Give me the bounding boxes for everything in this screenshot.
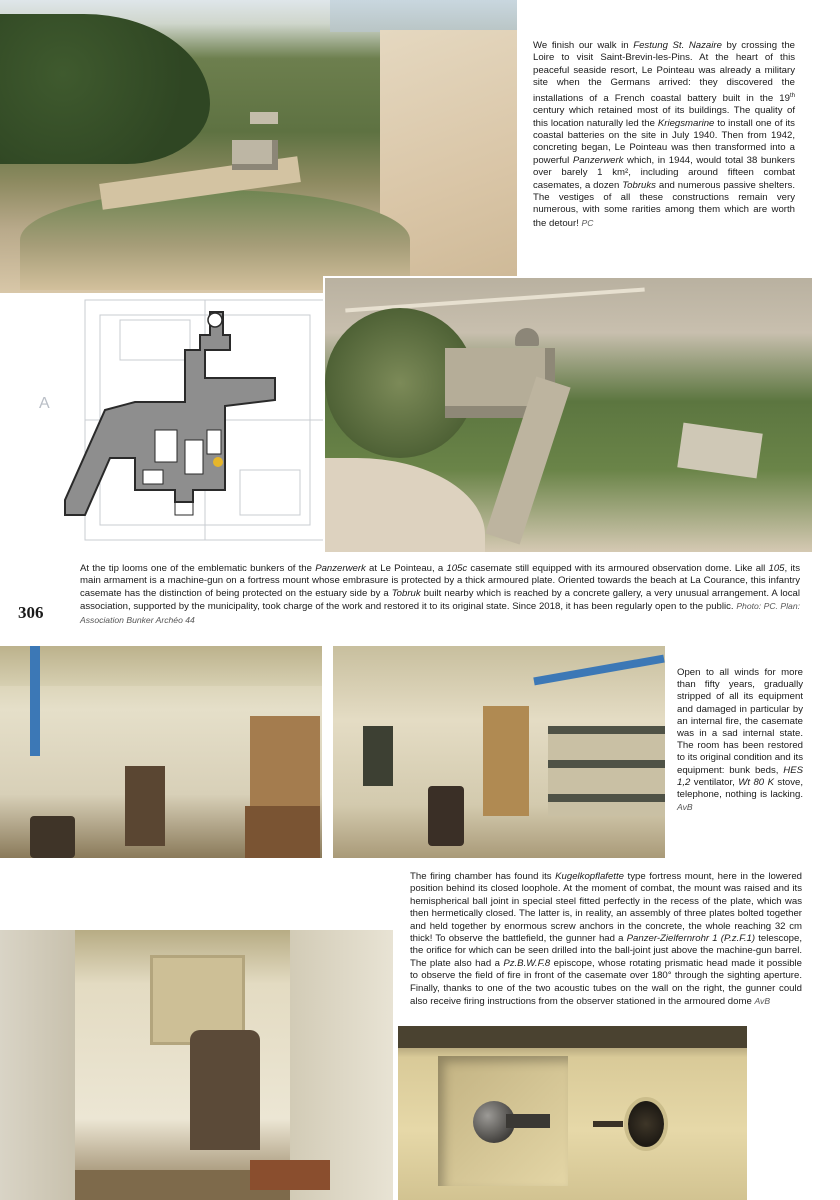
caption-text-part: episcope, whose rotating prismatic head made it possible to observe the field of fire in front of the casemate over 180° through the sighting aperture. Finally, thanks to one of the two acoustic tubes on the wall on the right, the gunner could also receive firing instructions from the observer stationed in the armoured dome: [410, 957, 802, 1008]
sighting-aperture: [628, 1101, 664, 1147]
pine-forest: [0, 14, 210, 164]
stove-marker: [213, 457, 223, 467]
caption-casemate: [80, 563, 800, 627]
caption-text-emphasis: HES 1,2: [677, 764, 803, 788]
intro-text-part: which, in 1944, would total 38 bunkers over barely 1 km², including around fifteen combat casemates, a dozen: [533, 154, 795, 191]
caption-text-emphasis: 105c: [446, 563, 468, 574]
ceiling: [0, 646, 322, 686]
intro-text-superscript: th: [789, 92, 795, 99]
wooden-door: [483, 706, 529, 816]
intro-text-emphasis: Panzerwerk: [572, 154, 624, 166]
ammunition-crate: [250, 1160, 330, 1190]
intro-text-part: and numerous passive shelters. The vestiges of all these constructions remain very numerous, with some rarities among them which are worth the detour!: [533, 179, 795, 229]
ceiling: [398, 1026, 747, 1048]
armoured-dome: [515, 328, 539, 346]
sea: [330, 0, 517, 32]
machine-gun-barrel: [506, 1114, 550, 1128]
section-label: A: [39, 395, 50, 412]
caption-text-emphasis: Panzerwerk: [315, 563, 366, 574]
shelf: [250, 716, 320, 816]
casemate-floor-plan: [25, 290, 335, 550]
casemate-exterior-photo: [323, 276, 812, 552]
caption-text-part: type fortress mount, here in the lowered position behind its closed loophole. At the moment of combat, the mount was raised and its hemispherical ball joint in special steel fitted perfectly in the recess of the plate, which was then hermetically closed. The latter is, in reality, an assembly of three plates bolted together and held together by enormous screw anchors in the concrete, the whole reaching 32 cm thick! To observe the battlefield, the gunner had a: [410, 871, 802, 945]
photo-credit: Photo: PC. Plan: Association Bunker Archéo 44: [80, 601, 800, 625]
aerial-photo-le-pointeau: [0, 0, 517, 293]
caption-text-part: At the tip looms one of the emblematic bunkers of the: [80, 563, 316, 574]
intro-text: [533, 40, 795, 230]
table: [245, 806, 320, 858]
embrasure-closeup-photo: [398, 1026, 747, 1200]
plan-casemate-outline: [65, 312, 275, 515]
entrance-steps: [175, 502, 193, 515]
caption-restored: [677, 667, 803, 814]
photo-credit: AvB: [754, 996, 771, 1007]
caption-text-part: at Le Pointeau, a: [365, 563, 447, 574]
observation-dome: [208, 313, 222, 327]
dune: [20, 190, 410, 290]
caption-text-emphasis: Panzer-Zielfernrohr 1 (P.z.F.1): [626, 933, 756, 945]
caption-text-part: casemate still equipped with its armoured observation dome. Like all: [467, 563, 769, 574]
photo-credit: AvB: [677, 802, 693, 813]
caption-text-emphasis: Pz.B.W.F.8: [503, 957, 551, 969]
caption-text-part: ventilator,: [690, 776, 739, 788]
stove: [428, 786, 464, 846]
intro-text-emphasis: Kriegsmarine: [657, 117, 715, 129]
caption-text-emphasis: Kugelkopflafette: [555, 871, 624, 882]
intro-text-part: We finish our walk in: [533, 40, 634, 51]
caption-text-part: , its main armament is a machine-gun on a fortress mount whose embrasure is protected by a thick armoured plate. Oriented towards the beach at La Courance, this infantry casemate has the distinction of being protected on the estuary side by a: [80, 563, 800, 599]
intro-text-emphasis: Festung St. Nazaire: [633, 40, 722, 51]
telephone: [363, 726, 393, 786]
caption-text-part: The firing chamber has found its: [410, 871, 556, 882]
intro-text-part: to install one of its coastal batteries on the site in July 1940. Then from 1942, concreting began, Le Pointeau was then transformed into a powerful: [533, 117, 795, 166]
machine-gun-mount-photo: [0, 930, 393, 1200]
firing-chamber-photo: [0, 646, 322, 858]
equipment: [30, 816, 75, 858]
tobruk: [677, 423, 762, 479]
intro-text-part: century which retained most of its buildings. The quality of this location naturally led the: [533, 105, 795, 129]
crew-room-photo: [333, 646, 665, 858]
caption-text-emphasis: Wt 80 K: [738, 776, 774, 788]
caption-text-part: stove, telephone, nothing is lacking.: [677, 776, 804, 801]
ventilation-pipe: [533, 655, 664, 686]
intro-text-part: by crossing the Loire to visit Saint-Brevin-les-Pins. At the heart of this peaceful seaside resort, Le Pointeau was already a military site when the Germans arrived: they discovered the installations of a French coastal battery built in the 19: [533, 40, 795, 104]
page-number: 306: [18, 603, 44, 622]
sand: [325, 458, 485, 552]
bunker: [232, 140, 278, 170]
episcope-slot: [593, 1121, 623, 1127]
bunk-beds: [548, 726, 665, 816]
kugelkopflafette-mount: [190, 1030, 260, 1150]
wall: [0, 930, 75, 1200]
caption-text-part: Open to all winds for more than fifty years, gradually stripped of all its equipment and damaged in particular by an internal fire, the casemate was in a sad internal state. The room has been restored to its original condition and its equipment: bunk beds,: [677, 667, 803, 776]
fortress-mount: [125, 766, 165, 846]
intro-text-emphasis: Tobruks: [622, 179, 656, 191]
ventilation-pipe: [30, 646, 40, 756]
caption-text-emphasis: Tobruk: [391, 587, 421, 599]
caption-text-emphasis: 105: [768, 563, 785, 574]
caption-text-part: telescope, the orifice for which can be seen drilled into the ball-joint just above the machine-gun barrel. The plate also had a: [410, 933, 802, 969]
photo-credit: PC: [581, 217, 594, 228]
bunker: [250, 112, 278, 124]
caption-text-part: built nearby which is reached by a concrete gallery, a very unusual arrangement. A local association, supported by the municipality, took charge of the work and restored it to its original state. Since 2018, it has been regularly open to the public.: [80, 587, 800, 613]
